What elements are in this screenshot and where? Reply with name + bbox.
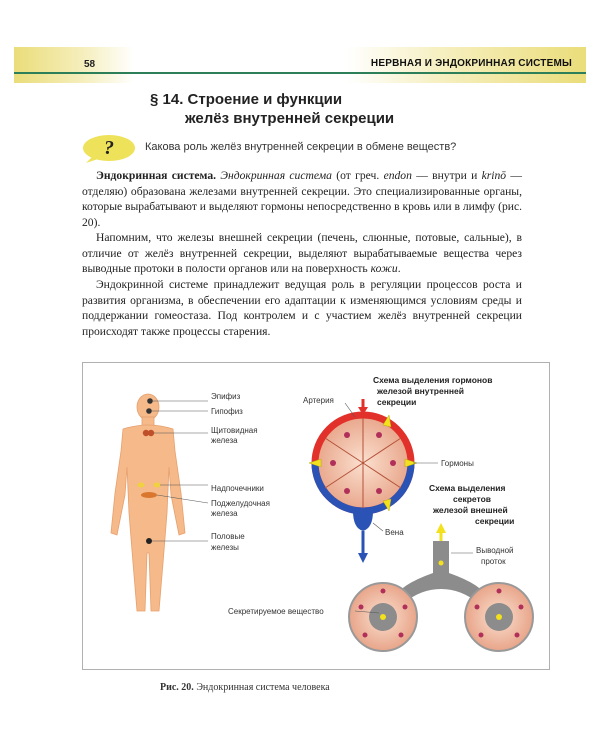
- header-left-band: [14, 47, 134, 83]
- label-vein: Вена: [385, 528, 404, 537]
- figure-illustration: [83, 363, 549, 669]
- caption-label: Рис. 20.: [160, 682, 194, 693]
- label-artery: Артерия: [303, 396, 334, 405]
- scheme2-title-4: секреции: [475, 516, 515, 526]
- label-hormones: Гормоны: [441, 459, 474, 468]
- scheme2-title-1: Схема выделения: [429, 483, 506, 493]
- page-header: [14, 47, 586, 83]
- label-epiphysis: Эпифиз: [211, 392, 241, 401]
- endocrine-gland-scheme: [309, 399, 417, 563]
- p1-text-b: — внутри и: [411, 169, 482, 182]
- scheme1-title-2: железой внутренней: [377, 386, 464, 396]
- label-thyroid-1: Щитовидная: [211, 426, 258, 435]
- p2-word-skin: кожи: [370, 262, 398, 275]
- scheme2-title-3: железой внешней: [433, 505, 508, 515]
- title-line-1: § 14. Строение и функции: [150, 91, 343, 108]
- label-gonads-1: Половые: [211, 532, 245, 541]
- label-thyroid-2: железа: [211, 436, 238, 445]
- label-duct-1: Выводной: [476, 546, 514, 555]
- svg-text:?: ?: [104, 137, 114, 159]
- label-gonads-2: железы: [211, 543, 239, 552]
- p1-text-c: — отделяю) образована железами внутренней секреции. Это специализированные органы, которые вырабатывают и выделяют гормоны непосредственно в кровь или в лимфу (рис. 20).: [82, 169, 523, 229]
- section-name: НЕРВНАЯ И ЭНДОКРИННАЯ СИСТЕМЫ: [370, 58, 572, 69]
- p1-lead: Эндокринная система.: [96, 169, 217, 182]
- figure-box: [82, 362, 550, 670]
- p1-word-endon: endon: [383, 169, 412, 182]
- paragraph-1: [82, 168, 522, 230]
- scheme2-title-2: секретов: [453, 494, 491, 504]
- label-pancreas-1: Поджелудочная: [211, 499, 270, 508]
- label-pituitary: Гипофиз: [211, 407, 243, 416]
- label-secreted: Секретируемое вещество: [228, 607, 324, 616]
- p1-word-krino: krinō: [481, 169, 507, 182]
- p1-text-a: (от греч.: [331, 169, 384, 182]
- p2-text-b: .: [397, 262, 401, 275]
- page-title: [150, 90, 394, 128]
- scheme1-title-3: секреции: [377, 397, 417, 407]
- title-line-2: желёз внутренней секреции: [185, 110, 395, 127]
- paragraph-2: [82, 230, 522, 277]
- header-rule: [14, 72, 586, 74]
- question-text: Какова роль желёз внутренней секреции в обмене веществ?: [145, 141, 457, 153]
- scheme1-title-1: Схема выделения гормонов: [373, 375, 493, 385]
- label-adrenal: Надпочечники: [211, 484, 264, 493]
- label-duct-2: проток: [481, 557, 506, 566]
- paragraph-3: Эндокринной системе принадлежит ведущая роль в регуляции процессов роста и развития организма, в обеспечении его адаптации к изменяющимся условиям среды и поддержании гомеостаза. Под контролем и с участием желёз внутренней секреции происходят также процессы старения.: [82, 278, 522, 338]
- question-mark-icon: [82, 133, 136, 163]
- figure-caption: [160, 682, 330, 693]
- page-number: 58: [84, 59, 96, 70]
- caption-text: Эндокринная система человека: [193, 682, 330, 693]
- human-body: [111, 394, 185, 611]
- p1-italic: Эндокринная система: [220, 169, 332, 182]
- label-pancreas-2: железа: [211, 509, 238, 518]
- exocrine-gland-scheme: [349, 523, 533, 651]
- p2-text-a: Напомним, что железы внешней секреции (печень, слюнные, потовые, сальные), в отличие от желёз внутренней секреции, выделяют вырабатываемые вещества через выводные протоки в полости органов или на поверхность: [82, 231, 522, 275]
